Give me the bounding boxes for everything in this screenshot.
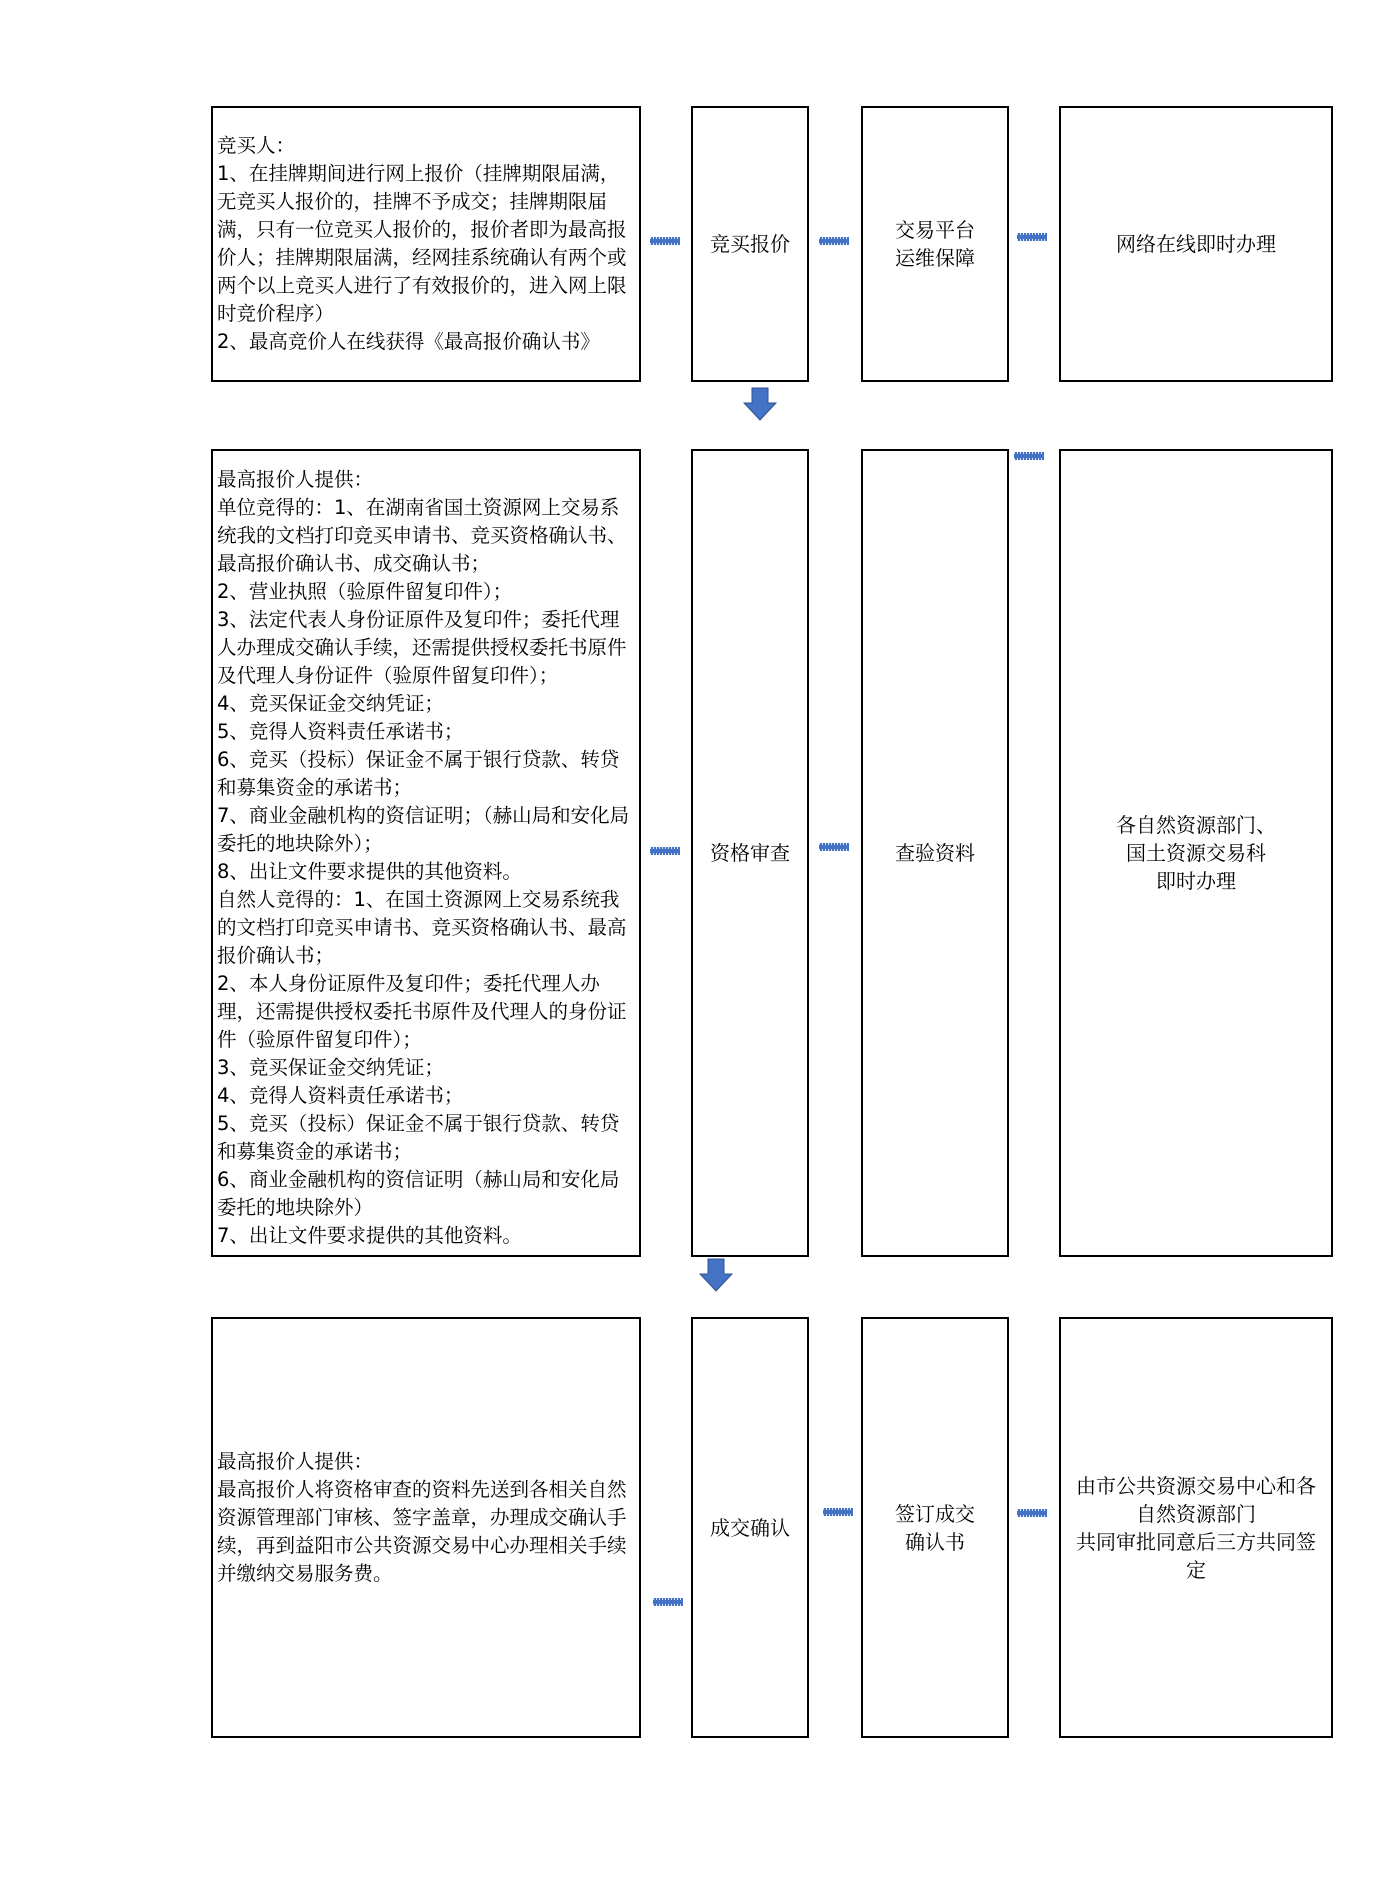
down-arrow-icon xyxy=(699,1258,733,1292)
connector-bar xyxy=(650,237,680,245)
requirement-box-confirmation xyxy=(211,1317,641,1738)
requirement-text: 最高报价人提供： 单位竞得的：1、在湖南省国土资源网上交易系统我的文档打印竞买申请书、竞买资格确认书、最高报价确认书、成交确认书； 2、营业执照（验原件留复印件）； 3、法定代表人身份证原件及复印件；委托代理人办理成交确认手续，还需提供授权委托书原件及代理人身份证件（验原件留复印件）； 4、竞买保证金交纳凭证； 5、竞得人资料责任承诺书； 6、竞买（投标）保证金不属于银行贷款、转贷和募集资金的承诺书； 7、商业金融机构的资信证明；（赫山局和安化局委托的地块除外）； 8、出让文件要求提供的其他资料。 自然人竞得的：1、在国土资源网上交易系统我的文档打印竞买申请书、竞买资格确认书、最高报价确认书； 2、本人身份证原件及复印件；委托代理人办理，还需提供授权委托书原件及代理人的身份证件（验原件留复印件）； 3、竞买保证金交纳凭证； 4、竞得人资料责任承诺书； 5、竞买（投标）保证金不属于银行贷款、转贷和募集资金的承诺书； 6、商业金融机构的资信证明（赫山局和安化局委托的地块除外） 7、出让文件要求提供的其他资料。 xyxy=(217,468,630,1247)
handler-box-departments xyxy=(1059,449,1333,1257)
handler-box-joint-approval xyxy=(1059,1317,1333,1738)
down-arrow-icon xyxy=(743,387,777,421)
step-label: 成交确认 xyxy=(710,1515,790,1540)
connector-bar xyxy=(1017,1509,1047,1517)
connector-bar xyxy=(819,237,849,245)
handler-label: 网络在线即时办理 xyxy=(1116,232,1276,256)
connector-bar xyxy=(823,1508,853,1516)
support-box-platform xyxy=(861,106,1009,382)
connector-bar xyxy=(650,847,680,855)
connector-bar xyxy=(819,843,849,851)
support-label: 交易平台 运维保障 xyxy=(895,218,975,270)
step-label: 竞买报价 xyxy=(710,232,790,256)
handler-label: 各自然资源部门、 国土资源交易科 即时办理 xyxy=(1116,813,1276,893)
requirement-text: 最高报价人提供： 最高报价人将资格审查的资料先送到各相关自然资源管理部门审核、签字盖章，办理成交确认手续，再到益阳市公共资源交易中心办理相关手续并缴纳交易服务费。 xyxy=(217,1449,627,1585)
handler-box-online xyxy=(1059,106,1333,382)
step-box-qualification xyxy=(691,449,809,1257)
connector-bar xyxy=(653,1598,683,1606)
connector-bar xyxy=(1014,452,1044,460)
step-box-bidding xyxy=(691,106,809,382)
requirement-box-qualification xyxy=(211,449,641,1257)
requirement-text: 竞买人： 1、在挂牌期间进行网上报价（挂牌期限届满，无竞买人报价的，挂牌不予成交；挂牌期限届满，只有一位竞买人报价的，报价者即为最高报价人；挂牌期限届满，经网挂系统确认有两个或两个以上竞买人进行了有效报价的，进入网上限时竞价程序） 2、最高竞价人在线获得《最高报价确认书》 xyxy=(217,134,627,353)
requirement-box-bidding xyxy=(211,106,641,382)
support-label: 查验资料 xyxy=(895,841,975,865)
support-box-verification xyxy=(861,449,1009,1257)
step-box-confirmation xyxy=(691,1317,809,1738)
handler-label: 由市公共资源交易中心和各自然资源部门 共同审批同意后三方共同签定 xyxy=(1076,1473,1316,1582)
step-label: 资格审查 xyxy=(710,841,790,865)
support-label: 签订成交 确认书 xyxy=(895,1501,975,1554)
support-box-signing xyxy=(861,1317,1009,1738)
connector-bar xyxy=(1017,233,1047,241)
